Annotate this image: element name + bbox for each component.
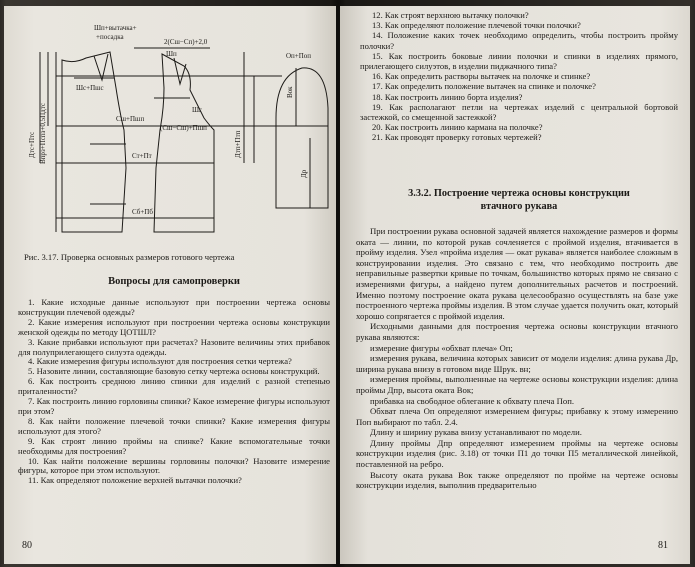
- left-page: [4, 6, 336, 564]
- label-vprz: Впрз+Пспз+0,5Пдтс: [39, 103, 47, 164]
- pattern-drawing: [14, 18, 329, 248]
- question-item: 11. Как определяют положение верхней вытачки полочки?: [28, 475, 242, 486]
- label-vok: Вок: [286, 86, 294, 98]
- label-op: Оп+Поп: [286, 52, 312, 60]
- question-item: 3. Какие прибавки используют при расчетах? Назовите величины этих прибавок для полуприлегающего силуэта одежды.: [18, 336, 330, 357]
- label-waist: Ст+Пт: [132, 152, 152, 160]
- question-item: 9. Как строят линию проймы на спинке? Какие вспомогательные точки необходимы для построения?: [18, 435, 330, 456]
- body-paragraph: измерения проймы, выполненные на чертеже основы конструкции изделия: длина проймы Дпр, высота оката Вок;: [356, 374, 678, 395]
- question-item: 1. Какие исходные данные используют при построении чертежа основы конструкции плечевой одежды?: [18, 297, 330, 317]
- front-piece: [154, 54, 214, 232]
- body-paragraph: прибавка на свободное облегание к обхвату плеча Поп.: [370, 395, 575, 406]
- body-paragraph: При построении рукава основной задачей является нахождение размеров и формы оката — линии, по которой рукав сочленяется с проймой изделия, втачивается в пройму изделия. Узел «пройма изделия — окат рукава» является наиболее сложным в конструировании изделия. Это связано с тем, что необходимо построить две неправильные развертки кривые по точкам, большинство которых прямо не связано с измерениями фигуры, а найдено путем дополнительных расчетов и построений. Именно поэтому построение оката рукава целесообразно осуществлять на базе уже построенного чертежа проймы изделия. В этом случае удается получить окат, который хорошо сопрягается с проймой изделия.: [356, 226, 678, 321]
- question-item: 8. Как найти положение плечевой точки спинки? Какие измерения фигуры используют для этого?: [18, 415, 330, 436]
- page-number-right: 81: [658, 540, 668, 551]
- question-item: 20. Как построить линию кармана на полочке?: [372, 122, 543, 133]
- sleeve-cap: [276, 68, 328, 126]
- label-back-shoulder: Шп+вытачка+: [94, 24, 137, 32]
- question-item: 13. Как определяют положение плечевой точки полочки?: [372, 20, 581, 31]
- question-item: 7. Как построить линию горловины спинки? Какое измерение фигуры используют при этом?: [18, 396, 330, 416]
- label-back-shoulder2: +посадка: [96, 33, 124, 41]
- body-paragraph: Исходными данными для построения чертежа основы конструкции втачного рукава являются:: [356, 321, 678, 342]
- question-item: 5. Назовите линии, составляющие базовую сетку чертежа основы конструкций.: [28, 366, 320, 377]
- sleeve-body: [276, 126, 328, 208]
- question-item: 19. Как располагают петли на чертежах изделий с центральной бортовой застежкой, со смещенной застежкой?: [360, 101, 678, 123]
- question-item: 10. Как найти положение вершины горловины полочки? Назовите измерение фигуры, которое при этом используют.: [18, 455, 330, 476]
- section-title-line2: втачного рукава: [480, 201, 558, 212]
- label-dtp: Дтп+Птп: [234, 130, 242, 158]
- question-item: 2. Какие измерения используют при построении чертежа основы конструкции женской одежды по методу ЦОТШЛ?: [18, 316, 330, 337]
- label-neck: Шс+Пшс: [76, 84, 104, 92]
- question-item: 15. Как построить боковые линии полочки и спинки в изделиях прямого, прилегающего силуэтов, в изделии пиджачного типа?: [360, 50, 678, 72]
- question-item: 18. Как построить линию борта изделия?: [372, 91, 523, 102]
- label-chest-back: Сш+Пшп: [116, 115, 145, 123]
- label-chest-front: (Сш−Сш)+Пшп: [160, 124, 207, 132]
- question-item: 6. Как построить среднюю линию спинки для изделий с разной степенью приталенности?: [18, 376, 330, 397]
- label-shoulder-r: Шг: [192, 106, 202, 114]
- questions-list-right: [360, 10, 678, 143]
- label-dtc: Дтс+Птс: [28, 131, 36, 158]
- questions-list-left: [18, 298, 330, 486]
- section-body: [356, 226, 678, 491]
- question-item: 16. Как определить растворы вытачек на полочке и спинке?: [372, 71, 591, 82]
- body-paragraph: Высоту оката рукава Вок также определяют по пройме на чертеже основы конструкции изделия, выполнив предварительно: [356, 469, 678, 491]
- question-item: 4. Какие измерения фигуры используют для построения сетки чертежа?: [28, 356, 292, 367]
- body-paragraph: Длину проймы Дпр определяют измерением проймы на чертеже основы конструкции изделия (рис. 3.18) от точки П1 до точки П5 металлической линейкой, поставленной на ребро.: [356, 437, 678, 470]
- label-hip: Сб+Пб: [132, 208, 153, 216]
- question-item: 12. Как строят верхнюю вытачку полочки?: [372, 10, 529, 20]
- body-paragraph: измерения рукава, величина которых зависит от модели изделия: длина рукава Др, ширина рукава внизу в готовом виде Шрук. вн;: [356, 353, 678, 374]
- section-title: [360, 187, 678, 213]
- body-paragraph: измерение фигуры «обхват плеча» Оп;: [370, 342, 513, 353]
- section-title-line1: 3.3.2. Построение чертежа основы конструкции: [408, 188, 630, 199]
- label-shoulder-width: Шп: [166, 50, 177, 58]
- body-paragraph: Длину и ширину рукава внизу устанавливают по модели.: [370, 427, 582, 438]
- right-page: [340, 6, 690, 564]
- question-item: 14. Положение каких точек необходимо определить, чтобы построить пройму полочки?: [360, 30, 678, 51]
- body-paragraph: Обхват плеча Оп определяют измерением фигуры; прибавку к этому измерению Поп выбирают по табл. 2.4.: [356, 406, 678, 427]
- back-piece: [62, 52, 126, 232]
- question-item: 21. Как проводят проверку готовых чертежей?: [372, 132, 542, 143]
- page-number-left: 80: [22, 540, 32, 551]
- label-dr: Др: [300, 169, 308, 178]
- label-formula-top: 2(Сш−Сп)+2,0: [164, 38, 208, 46]
- question-item: 17. Как определить положение вытачек на спинке и полочке?: [372, 81, 596, 92]
- questions-title: Вопросы для самопроверки: [108, 276, 240, 287]
- figure-caption: Рис. 3.17. Проверка основных размеров готового чертежа: [24, 252, 235, 262]
